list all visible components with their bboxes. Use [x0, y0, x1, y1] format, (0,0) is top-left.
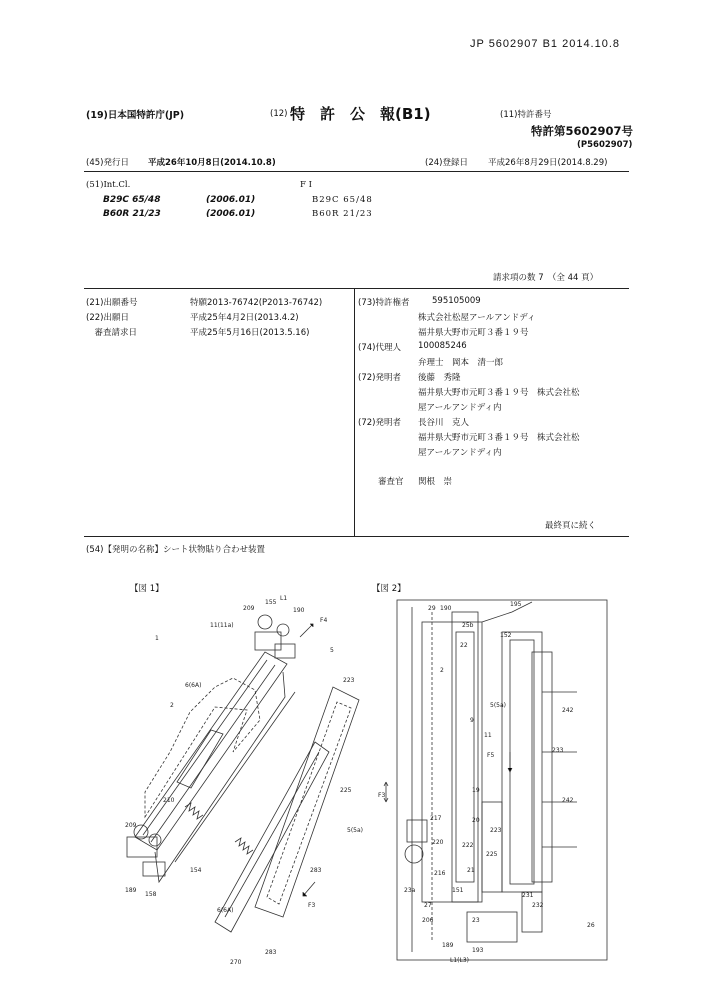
- ipc-code: B29C 65/48: [103, 195, 161, 205]
- svg-text:25b: 25b: [462, 622, 474, 629]
- divider: [84, 288, 629, 289]
- svg-text:L1(L3): L1(L3): [450, 957, 470, 964]
- svg-text:217: 217: [430, 815, 442, 822]
- svg-text:1: 1: [155, 635, 159, 642]
- divider: [84, 536, 629, 537]
- issue-date: 平成26年10月8日(2014.10.8): [148, 158, 276, 168]
- svg-text:231: 231: [522, 892, 534, 899]
- svg-text:29: 29: [428, 605, 436, 612]
- svg-text:233: 233: [552, 747, 564, 754]
- svg-text:5(5a): 5(5a): [490, 702, 506, 709]
- inventor-label: (72)発明者: [358, 373, 401, 383]
- svg-text:232: 232: [532, 902, 544, 909]
- kind-number: (12): [270, 109, 288, 119]
- svg-text:210: 210: [163, 797, 175, 804]
- fi-code: B60R 21/23: [312, 209, 373, 219]
- inventor-address: 福井県大野市元町３番１９号 株式会社松: [418, 433, 580, 443]
- svg-text:283: 283: [310, 867, 322, 874]
- filing-date-label: (22)出願日: [86, 313, 129, 323]
- office-label: (19)日本国特許庁(JP): [86, 110, 185, 121]
- svg-text:225: 225: [486, 851, 498, 858]
- fi-code: B29C 65/48: [312, 195, 373, 205]
- inventor-address-cont: 屋アールアンドディ内: [418, 448, 502, 458]
- holder-id: 595105009: [432, 296, 481, 306]
- holder-name: 株式会社松屋アールアンドディ: [418, 313, 536, 323]
- svg-text:155: 155: [265, 599, 277, 606]
- svg-text:F3: F3: [308, 902, 316, 909]
- issue-label: (45)発行日: [86, 158, 129, 168]
- svg-text:225: 225: [340, 787, 352, 794]
- divider: [84, 171, 629, 172]
- inventor-label: (72)発明者: [358, 418, 401, 428]
- svg-text:F5: F5: [487, 752, 495, 759]
- svg-text:11: 11: [484, 732, 492, 739]
- svg-text:11(11a): 11(11a): [210, 622, 234, 629]
- svg-text:216: 216: [434, 870, 446, 877]
- svg-text:209: 209: [243, 605, 255, 612]
- svg-text:222: 222: [462, 842, 474, 849]
- svg-text:22: 22: [460, 642, 468, 649]
- patent-number-paren: (P5602907): [577, 140, 633, 150]
- svg-text:26: 26: [587, 922, 595, 929]
- svg-text:154: 154: [190, 867, 202, 874]
- holder-address: 福井県大野市元町３番１９号: [418, 328, 529, 338]
- ipc-version: (2006.01): [206, 195, 256, 205]
- figure-2-caption: 【図 2】: [372, 584, 406, 594]
- svg-text:193: 193: [472, 947, 484, 954]
- kind-label: 特 許 公 報(B1): [290, 105, 431, 123]
- figure-2-drawing: [378, 592, 617, 967]
- svg-text:206: 206: [422, 917, 434, 924]
- figure-1-drawing: [115, 592, 365, 972]
- figure-1-caption: 【図 1】: [130, 584, 164, 594]
- svg-text:158: 158: [145, 891, 157, 898]
- registration-label: (24)登録日: [425, 158, 468, 168]
- svg-text:220: 220: [432, 839, 444, 846]
- fi-label: F I: [300, 180, 312, 190]
- svg-text:23: 23: [472, 917, 480, 924]
- svg-text:5(5a): 5(5a): [347, 827, 363, 834]
- svg-text:5: 5: [330, 647, 334, 654]
- agent-id: 100085246: [418, 341, 467, 351]
- svg-text:189: 189: [442, 942, 454, 949]
- svg-text:6(6A): 6(6A): [217, 907, 234, 914]
- svg-text:27: 27: [424, 902, 432, 909]
- application-number-label: (21)出願番号: [86, 298, 138, 308]
- patent-number: 特許第5602907号: [531, 124, 634, 138]
- svg-text:242: 242: [562, 797, 574, 804]
- svg-text:2: 2: [440, 667, 444, 674]
- svg-text:270: 270: [230, 959, 242, 966]
- svg-text:23a: 23a: [404, 887, 416, 894]
- agent-name: 弁理士 岡本 清一郎: [418, 358, 504, 368]
- invention-title: (54)【発明の名称】シート状物貼り合わせ装置: [86, 545, 265, 555]
- patent-number-label: (11)特許番号: [500, 110, 552, 120]
- svg-text:209: 209: [125, 822, 137, 829]
- registration-date: 平成26年8月29日(2014.8.29): [488, 158, 608, 168]
- svg-text:283: 283: [265, 949, 277, 956]
- svg-text:9: 9: [470, 717, 474, 724]
- holder-label: (73)特許権者: [358, 298, 410, 308]
- svg-text:223: 223: [343, 677, 355, 684]
- svg-text:20: 20: [472, 817, 480, 824]
- svg-text:L1: L1: [280, 595, 288, 602]
- claims-count: 請求項の数 7 （全 44 頁）: [493, 273, 599, 283]
- svg-text:242: 242: [562, 707, 574, 714]
- svg-text:190: 190: [440, 605, 452, 612]
- agent-label: (74)代理人: [358, 343, 401, 353]
- svg-text:151: 151: [452, 887, 464, 894]
- filing-date: 平成25年4月2日(2013.4.2): [190, 313, 299, 323]
- ipc-code: B60R 21/23: [103, 209, 161, 219]
- application-number: 特願2013-76742(P2013-76742): [190, 298, 323, 308]
- svg-text:195: 195: [510, 601, 522, 608]
- ipc-version: (2006.01): [206, 209, 256, 219]
- continued-note: 最終頁に続く: [545, 521, 597, 531]
- svg-text:F4: F4: [320, 617, 328, 624]
- inventor-name: 後藤 秀隆: [418, 373, 461, 383]
- column-divider: [354, 288, 355, 536]
- svg-text:189: 189: [125, 887, 137, 894]
- inventor-address: 福井県大野市元町３番１９号 株式会社松: [418, 388, 580, 398]
- svg-text:21: 21: [467, 867, 475, 874]
- exam-request-label: 審査請求日: [86, 328, 138, 338]
- examiner-name: 関根 崇: [418, 477, 453, 487]
- svg-text:190: 190: [293, 607, 305, 614]
- svg-text:2: 2: [170, 702, 174, 709]
- exam-request-date: 平成25年5月16日(2013.5.16): [190, 328, 310, 338]
- examiner-label: 審査官: [378, 477, 404, 487]
- inventor-address-cont: 屋アールアンドディ内: [418, 403, 502, 413]
- svg-text:6(6A): 6(6A): [185, 682, 202, 689]
- running-header: JP 5602907 B1 2014.10.8: [470, 38, 621, 50]
- svg-text:19: 19: [472, 787, 480, 794]
- svg-text:F3: F3: [378, 792, 386, 799]
- intcl-label: (51)Int.Cl.: [86, 180, 131, 190]
- svg-text:152: 152: [500, 632, 512, 639]
- svg-text:223: 223: [490, 827, 502, 834]
- inventor-name: 長谷川 克人: [418, 418, 470, 428]
